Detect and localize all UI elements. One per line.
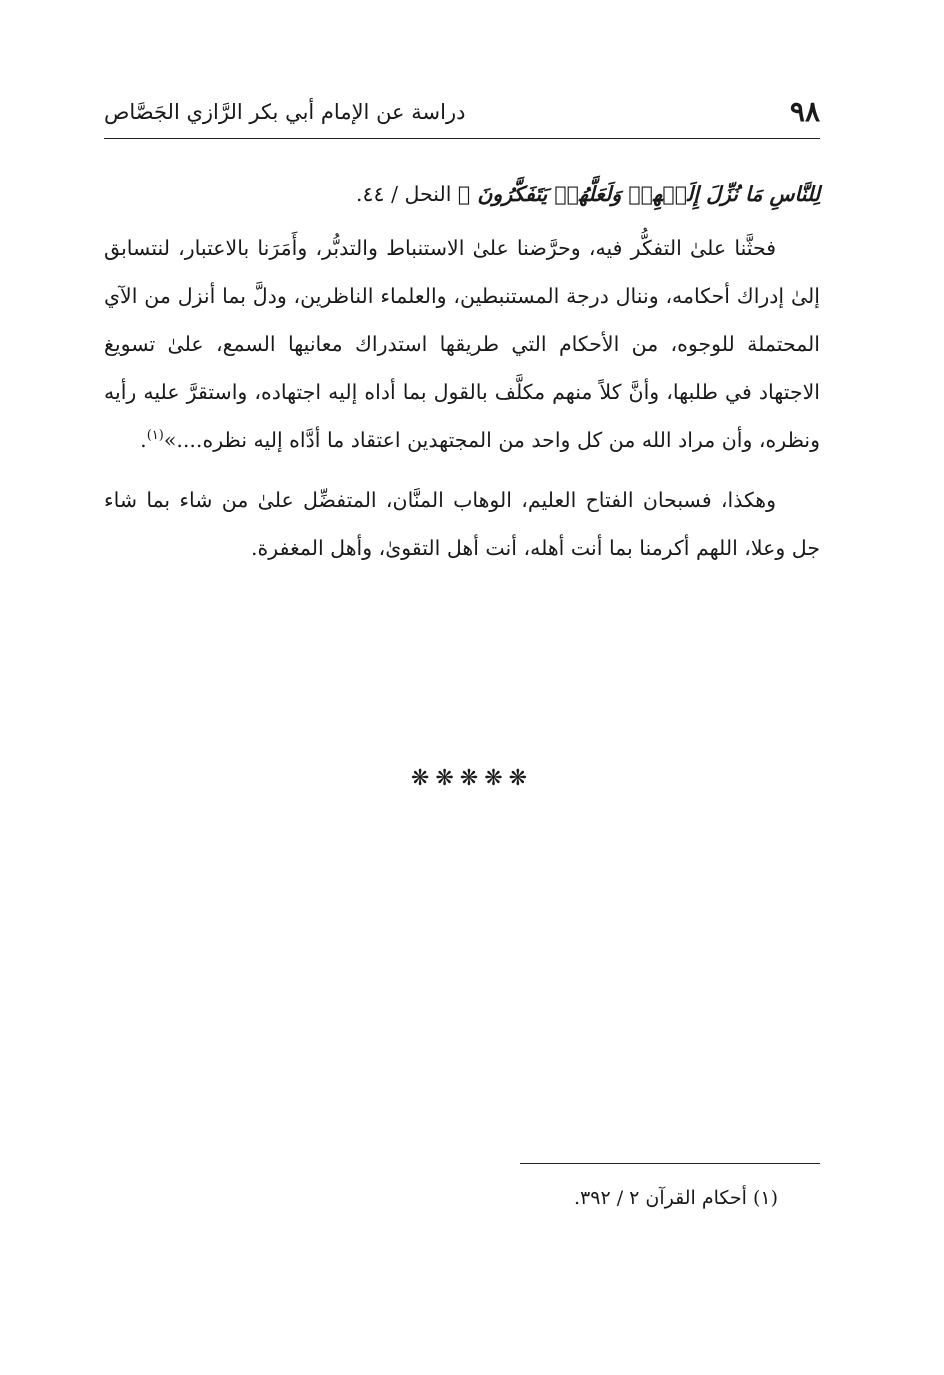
footnote-reference: (١)	[146, 428, 164, 444]
page-header	[104, 92, 820, 139]
paragraph-1-end: .	[140, 428, 147, 452]
paragraph-2: وهكذا، فسبحان الفتاح العليم، الوهاب المنَّان، المتفضِّل علىٰ من شاء بما شاء جل وعلا، اللهم أكرمنا بما أنت أهله، أنت أهل التقوىٰ، وأهل المغفرة.	[104, 488, 820, 560]
page-number: ٩٨	[789, 95, 820, 128]
footnote: (١) أحكام القرآن ٢ / ٣٩٢.	[573, 1187, 778, 1209]
running-title: دراسة عن الإمام أبي بكر الرَّازي الجَصَّاص	[104, 100, 466, 124]
paragraph-1-text: فحثَّنا علىٰ التفكُّر فيه، وحرَّضنا علىٰ الاستنباط والتدبُّر، وأَمَرَنا بالاعتبار، لنتسابق إلىٰ إدراك أحكامه، وننال درجة المستنبطين، والعلماء الناظرين، ودلَّ بما أنزل من الآي المحتملة للوجوه، من الأحكام التي طريقها استدراك معانيها السمع، علىٰ تسويغ الاجتهاد في طلبها، وأنَّ كلاً منهم مكلَّف بالقول بما أداه إليه اجتهاده، واستقرَّ عليه رأيه ونظره، وأن مراد الله من كل واحد من المجتهدين اعتقاد ما أدَّاه إليه نظره....»	[104, 236, 820, 452]
footnote-divider	[520, 1163, 820, 1164]
section-separator: ❋❋❋❋❋	[410, 766, 534, 791]
paragraph-1	[104, 224, 820, 464]
verse-reference: النحل / ٤٤.	[356, 182, 458, 206]
quran-verse: لِلنَّاسِ مَا نُزِّلَ إِلَيۡهِمۡ وَلَعَلَّهُمۡ يَتَفَكَّرُونَ ﴾	[457, 182, 820, 206]
main-text	[104, 170, 820, 572]
quran-verse-line	[104, 170, 820, 218]
